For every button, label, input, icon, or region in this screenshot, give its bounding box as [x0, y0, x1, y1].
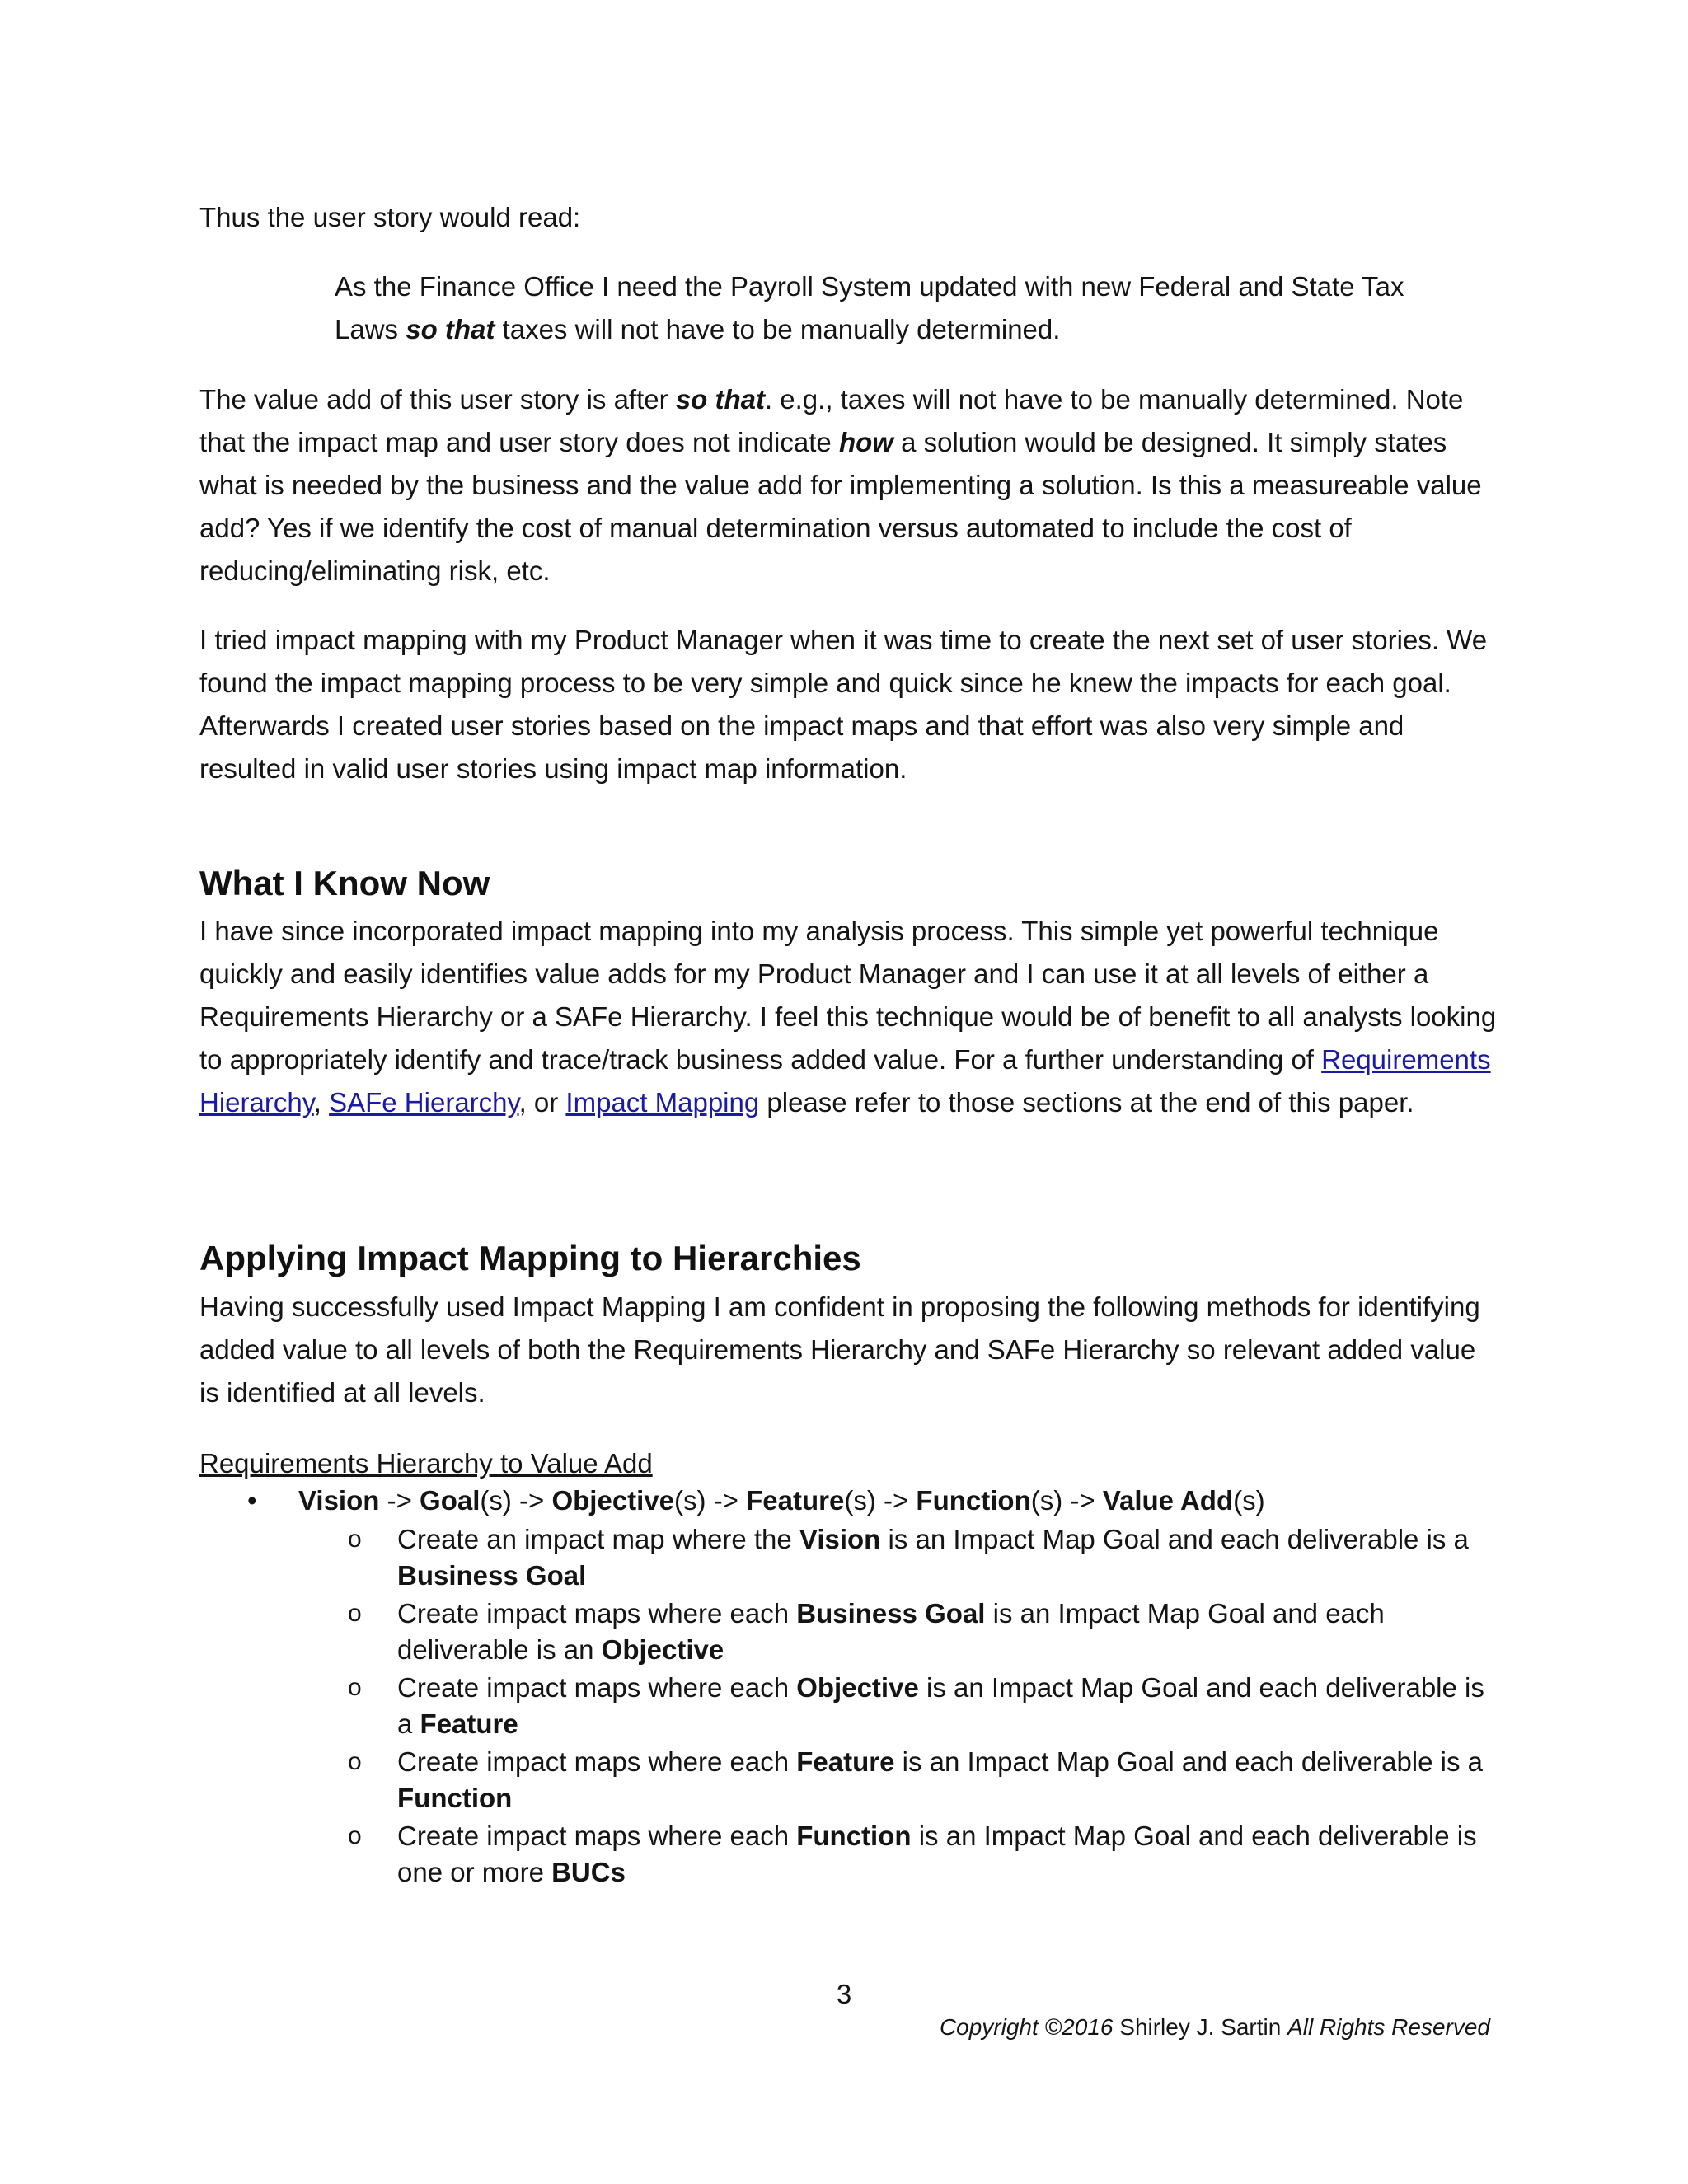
chain-arrow-1: -> — [379, 1485, 420, 1516]
copyright-notice — [940, 2011, 1490, 2044]
item-text-a: Create impact maps where each — [397, 1598, 797, 1629]
item-bold-2: Business Goal — [397, 1560, 587, 1591]
item-bold-2: Objective — [601, 1634, 724, 1665]
copyright-author: Shirley J. Sartin — [1113, 2014, 1288, 2040]
item-bold-1: Business Goal — [796, 1598, 986, 1629]
item-text-a: Create an impact map where the — [397, 1524, 799, 1554]
applying-paragraph: Having successfully used Impact Mapping I am confident in proposing the following methods for identifying added value to all levels of both the Requirements Hierarchy and SAFe Hierarchy so relevant added value is identified at all levels. — [199, 1291, 1480, 1408]
chain-vision: Vision — [298, 1485, 380, 1516]
chain-sep-1: (s) -> — [480, 1485, 552, 1516]
item-bold-2: BUCs — [551, 1857, 626, 1887]
section1-sep-2: , or — [518, 1087, 566, 1118]
tried-impact-mapping-paragraph: I tried impact mapping with my Product Manager when it was time to create the next set of user stories. We found the impact mapping process to be very simple and quick since he knew the impacts for each goal. Afterwards I created user stories based on the impact maps and that effort was also very simple and resulted in valid user stories using impact map information. — [199, 625, 1488, 784]
chain-sep-2: (s) -> — [674, 1485, 747, 1516]
list-item-text — [397, 1596, 1502, 1668]
safe-hierarchy-link[interactable]: SAFe Hierarchy — [329, 1087, 519, 1118]
circle-bullet-icon: o — [348, 1674, 362, 1701]
item-text-c: is an Impact Map Goal and each deliverable is a — [880, 1524, 1469, 1554]
value-text-1: The value add of this user story is after — [199, 384, 676, 415]
value-add-paragraph — [199, 378, 1498, 593]
user-story-quote — [335, 265, 1464, 351]
page-number: 3 — [836, 1979, 852, 2009]
circle-bullet-icon: o — [348, 1600, 362, 1627]
value-how: how — [838, 427, 893, 457]
item-text-a: Create impact maps where each — [397, 1746, 797, 1777]
section1-text-1: I have since incorporated impact mapping into my analysis process. This simple yet powerful technique quickly and easily identifies value adds for my Product Manager and I can use it at all levels of either a Requirements Hierarchy or a SAFe Hierarchy. I feel this technique would be of benefit to all analysts looking to appropriately identify and trace/track business added value. For a further understanding of — [199, 916, 1497, 1075]
chain-sep-3: (s) -> — [844, 1485, 917, 1516]
item-text-a: Create impact maps where each — [397, 1821, 797, 1851]
chain-function: Function — [916, 1485, 1031, 1516]
value-text-3: a solution would be designed. It simply states what is needed by the business and the value add for implementing a solution. Is this a measureable value add? Yes if we identify the cost of manual determination versus automated to include the cost of reducing/eliminating risk, etc. — [199, 427, 1482, 586]
item-text-c: is an Impact Map Goal and each deliverable is an — [397, 1598, 1385, 1665]
requirements-hierarchy-link[interactable]: Requirements Hierarchy — [199, 1044, 1491, 1118]
item-bold-2: Function — [397, 1783, 513, 1813]
item-text-a: Create impact maps where each — [397, 1672, 797, 1703]
section-heading-applying-impact-mapping: Applying Impact Mapping to Hierarchies — [199, 1239, 861, 1277]
item-bold-1: Vision — [799, 1524, 881, 1554]
section1-text-2: please refer to those sections at the end of this paper. — [759, 1087, 1414, 1118]
bullet-icon: • — [247, 1485, 257, 1516]
item-bold-2: Feature — [420, 1708, 518, 1739]
item-bold-1: Feature — [796, 1746, 895, 1777]
circle-bullet-icon: o — [348, 1822, 362, 1849]
chain-objective: Objective — [551, 1485, 675, 1516]
section-heading-what-i-know-now: What I Know Now — [199, 864, 490, 902]
chain-sep-4: (s) -> — [1030, 1485, 1103, 1516]
chain-sep-5: (s) — [1233, 1485, 1265, 1516]
item-text-c: is an Impact Map Goal and each deliverable is a — [894, 1746, 1484, 1777]
intro-line: Thus the user story would read: — [199, 202, 581, 232]
story-part2: taxes will not have to be manually determined. — [495, 314, 1061, 344]
value-so-that: so that — [675, 384, 765, 415]
item-bold-1: Objective — [796, 1672, 919, 1703]
chain-value-add: Value Add — [1102, 1485, 1234, 1516]
list-item-text — [397, 1744, 1502, 1816]
subheading-requirements-hierarchy: Requirements Hierarchy to Value Add — [199, 1448, 653, 1479]
item-text-c: is an Impact Map Goal and each deliverable is a — [397, 1672, 1484, 1739]
what-i-know-now-paragraph — [199, 910, 1498, 1124]
chain-feature: Feature — [746, 1485, 845, 1516]
story-part1: As the Finance Office I need the Payroll System updated with new Federal and State Tax Laws — [335, 271, 1404, 344]
value-text-2: . e.g., taxes will not have to be manually determined. Note that the impact map and user story does not indicate — [199, 384, 1464, 457]
list-item-text — [397, 1521, 1502, 1594]
impact-mapping-link[interactable]: Impact Mapping — [565, 1087, 760, 1118]
section1-sep-1: , — [313, 1087, 330, 1118]
chain-goal: Goal — [420, 1485, 481, 1516]
circle-bullet-icon: o — [348, 1748, 362, 1775]
hierarchy-chain — [298, 1481, 1265, 1521]
copyright-prefix: Copyright ©2016 — [939, 2014, 1114, 2040]
item-text-c: is an Impact Map Goal and each deliverable is one or more — [397, 1821, 1477, 1887]
story-so-that: so that — [406, 314, 495, 344]
list-item-text — [397, 1818, 1502, 1891]
circle-bullet-icon: o — [348, 1526, 362, 1553]
item-bold-1: Function — [796, 1821, 912, 1851]
copyright-rights: All Rights Reserved — [1287, 2014, 1490, 2040]
list-item-text — [397, 1670, 1502, 1742]
